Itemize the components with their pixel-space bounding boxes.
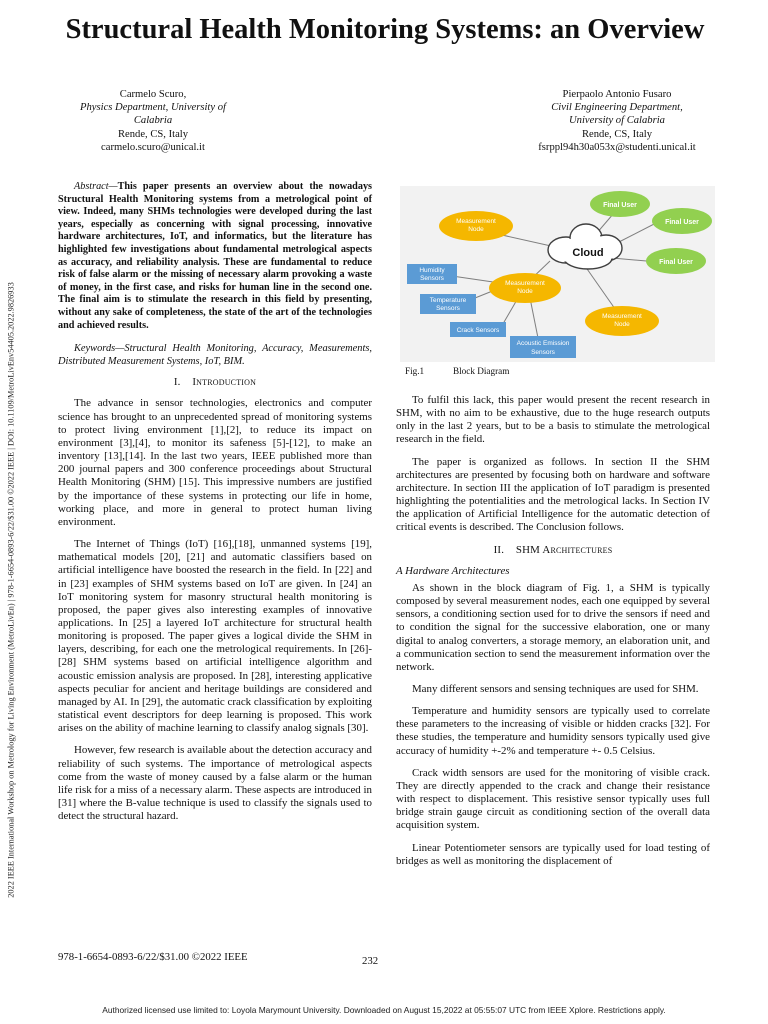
author-city: Rende, CS, Italy bbox=[581, 128, 653, 140]
figure-caption bbox=[405, 366, 509, 376]
abstract-lead: Abstract— bbox=[74, 181, 118, 192]
author-email: fsrppl94h30a053x@studenti.unical.it bbox=[538, 141, 696, 153]
node-label: Final User bbox=[659, 259, 693, 266]
node-label: Node bbox=[614, 321, 630, 328]
right-column bbox=[396, 394, 710, 877]
sensor-label: Sensors bbox=[436, 305, 460, 312]
measurement-node-bottom-right bbox=[585, 306, 659, 336]
sensor-label: Sensors bbox=[420, 275, 444, 282]
section-title: SHM Architectures bbox=[515, 543, 613, 556]
abstract-text: This paper presents an overview about the nowadays Structural Health Monitoring systems from a metrological point of view. Indeed, many SHMs technologies were developed during the last years, especially as concerning with signal processing, innovative hardware architectures, IoT, and informatics, but the literature has highlighted few investigations about fundamental metrological aspects as accuracy, and reliability analysis. These are fundamental to reduce risk of false alarm or the missing of necessary alarm provoking a waste of money, in the first case, and risks for human line in the second one. The final aim is to stimulate the research in this field by presenting, without any sake of completeness, the state of the art of the technologies and achieved results. bbox=[58, 181, 372, 331]
abstract bbox=[58, 181, 372, 332]
left-column bbox=[58, 181, 372, 832]
side-citation-text: 2022 IEEE International Workshop on Metrology for Living Environment (MetroLivEn) | 978-1-6654-0893-6/22/$31.00 ©2022 IEEE | DOI: 10.1109/MetroLivEnv54405.2022.9826933 bbox=[6, 282, 16, 898]
final-user-node bbox=[590, 191, 650, 217]
body-paragraph: The paper is organized as follows. In section II the SHM architectures are presented by focusing both on hardware and software architecture. In section III the application of IoT paradigm is presented highlighting the potentialities and the metrological lacks. In Section IV the application of Artificial Intelligence for the automatic detection of critical events is described. The Conclusion follows. bbox=[396, 455, 710, 534]
crack-sensor-box bbox=[450, 322, 506, 337]
author-affiliation: Calabria bbox=[133, 115, 173, 127]
sensor-label: Acoustic Emission bbox=[516, 340, 570, 347]
body-paragraph: However, few research is available about the detection accuracy and reliability of such systems. The importance of metrological aspects come from the waste of money caused by a false alarm or the human life risk for a miss of a necessary alarm. These aspects are introduced in [31] where the B-value technique is used to classify the signals used to detect the structural hazard. bbox=[58, 744, 372, 823]
body-paragraph: Crack width sensors are used for the monitoring of visible crack. They are directly appended to the crack and change their resistance with respect to displacement. This resistive sensor typically uses full bridge strain gauge circuit as conditioning section of the overall data acquisition system. bbox=[396, 766, 710, 832]
body-paragraph: The advance in sensor technologies, electronics and computer science has brought to an unprecedented spread of monitoring systems to protect living environment [1],[2], to reduce its impact on environment [3],[4], to monitor its safeness [5]-[12], to make an inventory [13],[14]. In the last two years, IEEE published more than 200 journal papers and 300 conference proceedings about Structural Health Monitoring (SHM) [15]. This impressive numbers are justified by the importance of these systems in protecting our life in home, working place, and more in general to protect human living environment. bbox=[58, 397, 372, 528]
author-block-2 bbox=[502, 88, 732, 154]
author-name: Pierpaolo Antonio Fusaro bbox=[562, 89, 672, 100]
author-name: Carmelo Scuro, bbox=[119, 89, 187, 100]
author-affiliation: University of Calabria bbox=[569, 115, 665, 127]
section-title: Introduction bbox=[192, 376, 257, 389]
measurement-node-center bbox=[489, 273, 561, 303]
keywords: Keywords—Structural Health Monitoring, Accuracy, Measurements, Distributed Measurement Systems, IoT, BIM. bbox=[58, 343, 372, 367]
paper-title: Structural Health Monitoring Systems: an Overview bbox=[65, 14, 705, 45]
node-label: Measurement bbox=[456, 218, 496, 225]
body-paragraph: Temperature and humidity sensors are typically used to correlate these parameters to the increasing of visible or hidden cracks [32]. For these studies, the temperature and humidity sensors typically used give accuracy of humidity +-2% and temperature +- 0.5 Celsius. bbox=[396, 705, 710, 757]
node-label: Node bbox=[517, 288, 533, 295]
final-user-node bbox=[652, 208, 712, 234]
author-city: Rende, CS, Italy bbox=[117, 128, 189, 140]
sensor-label: Sensors bbox=[531, 349, 555, 356]
subsection-heading: A Hardware Architectures bbox=[396, 564, 510, 577]
author-block-1 bbox=[33, 88, 273, 154]
figure-caption-text: Block Diagram bbox=[453, 366, 510, 376]
measurement-node-top bbox=[439, 211, 513, 241]
author-affiliation: Civil Engineering Department, bbox=[551, 102, 683, 114]
section-heading-architectures bbox=[396, 544, 710, 557]
block-diagram-figure bbox=[400, 186, 715, 362]
body-paragraph: As shown in the block diagram of Fig. 1, a SHM is typically composed by several measurement nodes, each one equipped by several sensors, a conditioning section used for to drive the sensors if need and to condition the signal for the successive elaboration, one or many digital to analog converters, a storage memory, an elaboration unit, and a communication section to send the measurement information over the network. bbox=[396, 581, 710, 673]
license-notice: Authorized licensed use limited to: Loyola Marymount University. Downloaded on August 15,2022 at 05:55:07 UTC from IEEE Xplore. Restrictions apply. bbox=[102, 1005, 666, 1015]
node-label: Node bbox=[468, 226, 484, 233]
body-paragraph: To fulfil this lack, this paper would present the recent research in SHM, with no aim to be exhaustive, due to the huge research outputs only in the last 2 years, but to be a basis to stimulate the metrological research in the field. bbox=[396, 394, 710, 446]
page-number: 232 bbox=[362, 955, 379, 967]
sensor-label: Humidity bbox=[419, 267, 445, 274]
node-label: Final User bbox=[665, 219, 699, 226]
final-user-node bbox=[646, 248, 706, 274]
section-number: II. bbox=[493, 543, 505, 556]
acoustic-emission-sensor-box bbox=[510, 336, 576, 358]
sensor-label: Temperature bbox=[429, 297, 467, 304]
body-paragraph: Many different sensors and sensing techniques are used for SHM. bbox=[412, 682, 699, 695]
node-label: Final User bbox=[603, 202, 637, 209]
node-label: Measurement bbox=[602, 313, 642, 320]
figure-number: Fig.1 bbox=[405, 366, 425, 376]
body-paragraph: Linear Potentiometer sensors are typically used for load testing of bridges as well as monitoring the displacement of bbox=[396, 841, 710, 867]
author-email: carmelo.scuro@unical.it bbox=[101, 141, 205, 153]
cloud-label: Cloud bbox=[572, 247, 604, 259]
body-paragraph: The Internet of Things (IoT) [16],[18], unmanned systems [19], mathematical models [20], [21] and automatic classifiers based on artificial intelligence have boosted the research in the field. In [22] and in [23] examples of SHM systems based on IoT are given. In [24] an IoT monitoring system for masonry structural health monitoring is proposed, the paper gives also interesting examples of innovative applications. In [25] a layered IoT architecture for structural health monitoring is proposed. The paper gives a logical divide the SHM in layers, describing, for each one the metrological requirements. In [26]-[28] SHM systems based on artificial intelligence algorithm and acoustic emission analysis are proposed. In [28], interesting applicative aspects peculiar for ancient and heritage buildings are considered and managed by AI. In [29], the automatic crack classification by exploiting statistical event descriptors for deep learning is proposed. This work arises on the ability of machine learning to classify analog signals [30]. bbox=[58, 538, 372, 735]
copyright-footer: 978-1-6654-0893-6/22/$31.00 ©2022 IEEE bbox=[58, 951, 248, 963]
author-affiliation: Physics Department, University of bbox=[80, 102, 226, 114]
section-number: I. bbox=[173, 376, 181, 389]
sensor-label: Crack Sensors bbox=[456, 327, 500, 334]
node-label: Measurement bbox=[505, 280, 545, 287]
section-heading-introduction bbox=[58, 376, 372, 389]
humidity-sensor-box bbox=[407, 264, 457, 284]
temperature-sensor-box bbox=[420, 294, 476, 314]
